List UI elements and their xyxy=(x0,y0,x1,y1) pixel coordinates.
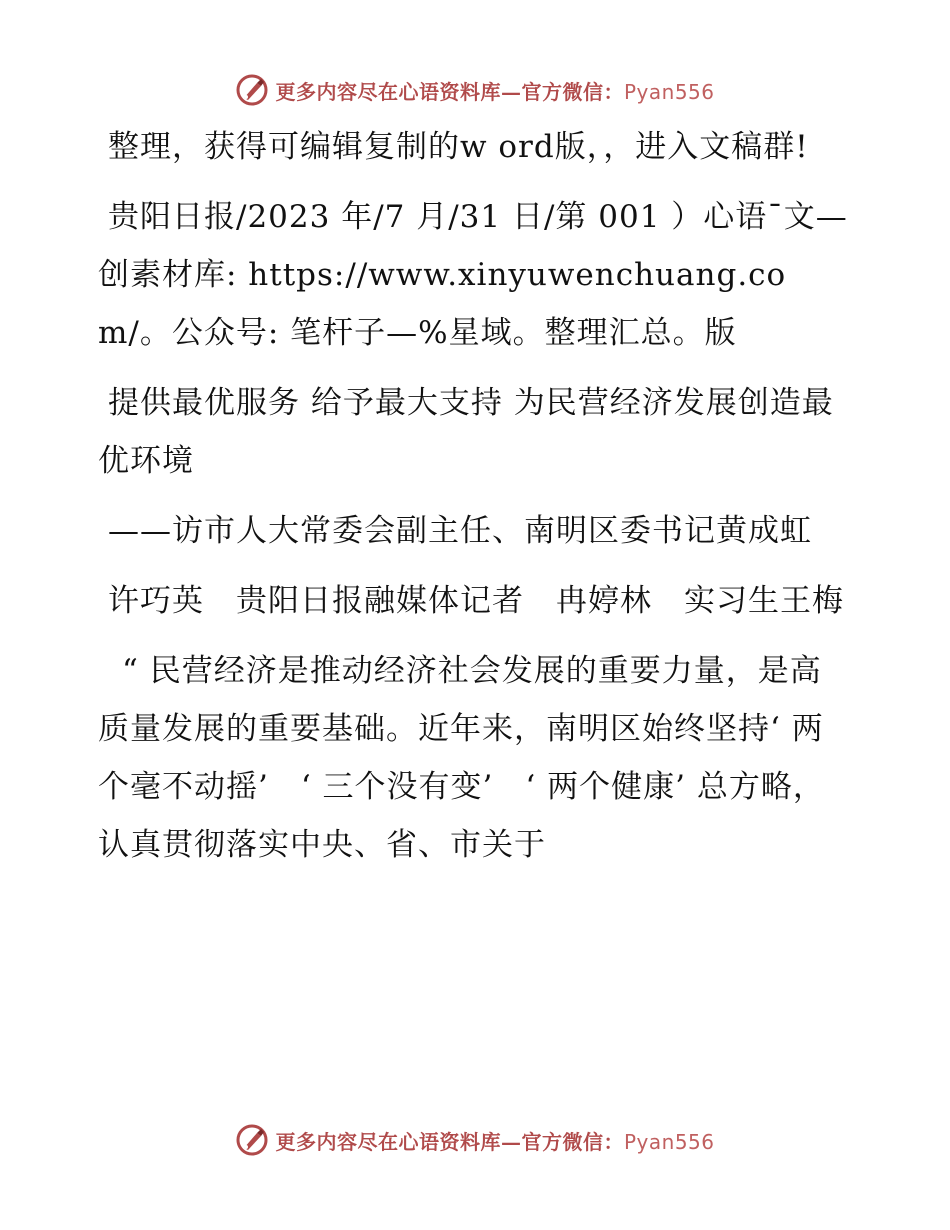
article-body-paragraph: “ 民营经济是推动经济社会发展的重要力量，是高质量发展的重要基础。近年来，南明区始终坚持‘ 两个毫不动摇’ ‘ 三个没有变’ ‘ 两个健康’ 总方略，认真贯彻落实中央、省、市关于 xyxy=(98,653,825,863)
watermark-handle: Pyan556 xyxy=(623,79,715,104)
article-byline: 许巧英 贵阳日报融媒体记者 冉婷林 实习生王梅 xyxy=(108,583,844,619)
pen-seal-icon xyxy=(235,1123,269,1157)
watermark-text xyxy=(275,1126,714,1155)
top-watermark-banner xyxy=(0,70,950,110)
watermark-label: 更多内容尽在心语资料库—官方微信： xyxy=(275,79,624,104)
pen-seal-icon xyxy=(235,73,269,107)
watermark-label: 更多内容尽在心语资料库—官方微信： xyxy=(275,1129,624,1154)
article-subtitle: ——访市人大常委会副主任、南明区委书记黄成虹 xyxy=(108,513,812,549)
bottom-watermark-banner xyxy=(0,1120,950,1160)
document-body xyxy=(98,118,850,886)
paragraph-intro: 整理，获得可编辑复制的w ord版，，进入文稿群! xyxy=(108,129,809,165)
article-title: 提供最优服务 给予最大支持 为民营经济发展创造最优环境 xyxy=(98,385,834,479)
watermark-handle: Pyan556 xyxy=(623,1129,715,1154)
watermark-text xyxy=(275,76,714,105)
paragraph-source: 贵阳日报/2023 年/7 月/31 日/第 001 ）心语¯文—创素材库: https://www.xinyuwenchuang.com/。公众号: 笔杆子—%星域。整理汇总。版 xyxy=(98,199,848,351)
